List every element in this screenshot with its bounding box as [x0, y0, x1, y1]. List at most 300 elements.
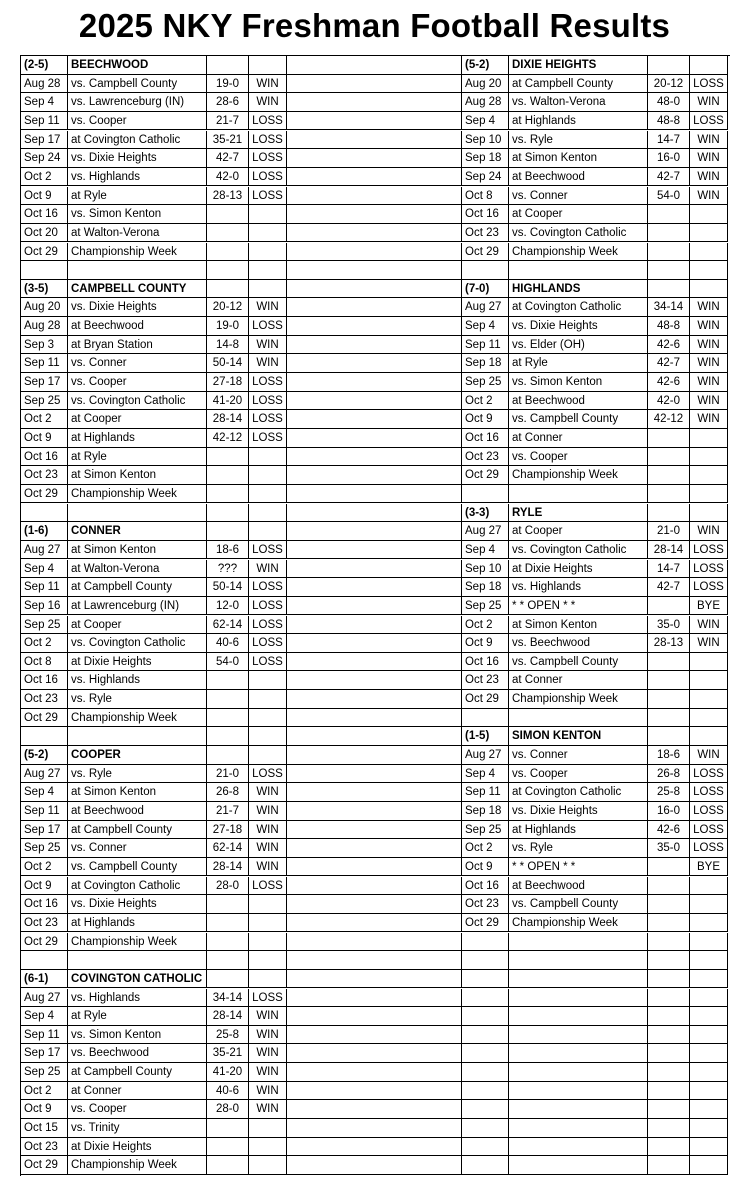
column-gap — [287, 560, 462, 579]
left-empty-cell — [207, 951, 249, 970]
left-game-score: 28-0 — [207, 1100, 249, 1119]
left-game-score — [207, 448, 249, 467]
left-game-score — [207, 466, 249, 485]
right-team-name: RYLE — [509, 504, 648, 523]
left-game-result: WIN — [249, 336, 287, 355]
left-game-date: Oct 29 — [21, 1156, 68, 1175]
left-game-opponent: vs. Ryle — [68, 690, 207, 709]
left-game-score: 42-0 — [207, 168, 249, 187]
left-game-score: 27-18 — [207, 373, 249, 392]
left-game-result: WIN — [249, 858, 287, 877]
table-row — [21, 989, 730, 1008]
right-empty-cell — [690, 261, 728, 280]
right-game-date: Oct 2 — [462, 392, 509, 411]
left-game-date: Oct 2 — [21, 410, 68, 429]
right-empty-cell — [690, 1156, 728, 1175]
right-game-result: LOSS — [690, 578, 728, 597]
table-row — [21, 187, 730, 206]
right-empty-cell — [690, 989, 728, 1008]
left-game-opponent: at Highlands — [68, 429, 207, 448]
right-empty-cell — [509, 1007, 648, 1026]
left-game-score: 25-8 — [207, 1026, 249, 1045]
left-game-result — [249, 690, 287, 709]
right-game-result — [690, 243, 728, 262]
right-game-date: Oct 29 — [462, 914, 509, 933]
column-gap — [287, 1100, 462, 1119]
right-empty-cell — [509, 1063, 648, 1082]
table-row — [21, 1044, 730, 1063]
right-result-cell — [690, 56, 728, 75]
right-game-score: 35-0 — [648, 616, 690, 635]
right-empty-cell — [462, 970, 509, 989]
right-empty-cell — [690, 951, 728, 970]
column-gap — [287, 690, 462, 709]
left-game-result — [249, 709, 287, 728]
right-game-result: WIN — [690, 187, 728, 206]
right-game-date: Oct 23 — [462, 448, 509, 467]
right-game-opponent: at Ryle — [509, 354, 648, 373]
table-row — [21, 690, 730, 709]
right-game-score: 42-7 — [648, 578, 690, 597]
right-game-score — [648, 858, 690, 877]
column-gap — [287, 1119, 462, 1138]
right-score-cell — [648, 504, 690, 523]
column-gap — [287, 671, 462, 690]
left-game-opponent: at Campbell County — [68, 821, 207, 840]
right-game-date: Sep 4 — [462, 765, 509, 784]
left-game-date: Oct 16 — [21, 895, 68, 914]
left-game-opponent: at Dixie Heights — [68, 1138, 207, 1157]
right-team-name: DIXIE HEIGHTS — [509, 56, 648, 75]
left-empty-cell — [68, 261, 207, 280]
table-row — [21, 1119, 730, 1138]
table-row — [21, 504, 730, 523]
left-empty-cell — [207, 504, 249, 523]
left-game-date: Sep 4 — [21, 1007, 68, 1026]
column-gap — [287, 1063, 462, 1082]
table-row — [21, 392, 730, 411]
left-game-opponent: at Covington Catholic — [68, 131, 207, 150]
left-game-date: Sep 17 — [21, 1044, 68, 1063]
right-game-opponent: at Covington Catholic — [509, 783, 648, 802]
right-game-opponent: vs. Walton-Verona — [509, 93, 648, 112]
left-game-result: LOSS — [249, 578, 287, 597]
right-game-result: LOSS — [690, 541, 728, 560]
column-gap — [287, 821, 462, 840]
right-game-score — [648, 914, 690, 933]
right-game-score: 54-0 — [648, 187, 690, 206]
left-game-date: Oct 29 — [21, 709, 68, 728]
left-game-result: WIN — [249, 1007, 287, 1026]
right-game-score — [648, 429, 690, 448]
right-empty-cell — [690, 485, 728, 504]
right-game-result: WIN — [690, 149, 728, 168]
right-game-score: 16-0 — [648, 802, 690, 821]
left-game-opponent: at Cooper — [68, 616, 207, 635]
left-game-date: Oct 2 — [21, 858, 68, 877]
right-game-result: WIN — [690, 93, 728, 112]
table-row — [21, 709, 730, 728]
right-empty-cell — [690, 1044, 728, 1063]
column-gap — [287, 317, 462, 336]
left-game-opponent: at Walton-Verona — [68, 224, 207, 243]
column-gap — [287, 1156, 462, 1175]
right-game-score — [648, 466, 690, 485]
right-game-result: WIN — [690, 298, 728, 317]
right-empty-cell — [509, 709, 648, 728]
left-game-score: 35-21 — [207, 1044, 249, 1063]
right-game-score: 21-0 — [648, 522, 690, 541]
column-gap — [287, 895, 462, 914]
table-row — [21, 765, 730, 784]
left-game-score — [207, 243, 249, 262]
right-empty-cell — [509, 1100, 648, 1119]
left-game-opponent: vs. Highlands — [68, 989, 207, 1008]
left-game-result: LOSS — [249, 765, 287, 784]
right-game-result: WIN — [690, 336, 728, 355]
right-game-result: LOSS — [690, 75, 728, 94]
left-team-record: (2-5) — [21, 56, 68, 75]
column-gap — [287, 168, 462, 187]
right-game-date: Sep 25 — [462, 597, 509, 616]
right-game-opponent: at Conner — [509, 429, 648, 448]
left-game-result: WIN — [249, 1100, 287, 1119]
table-row — [21, 877, 730, 896]
left-result-cell — [249, 746, 287, 765]
column-gap — [287, 653, 462, 672]
right-empty-cell — [509, 951, 648, 970]
right-empty-cell — [648, 1063, 690, 1082]
right-game-opponent: * * OPEN * * — [509, 858, 648, 877]
right-empty-cell — [648, 1119, 690, 1138]
column-gap — [287, 783, 462, 802]
left-game-date: Sep 25 — [21, 1063, 68, 1082]
right-empty-cell — [648, 1156, 690, 1175]
left-game-date: Oct 23 — [21, 1138, 68, 1157]
left-game-date: Sep 4 — [21, 93, 68, 112]
right-game-opponent: vs. Cooper — [509, 448, 648, 467]
left-game-opponent: at Cooper — [68, 410, 207, 429]
column-gap — [287, 989, 462, 1008]
table-row — [21, 56, 730, 75]
right-game-date: Sep 18 — [462, 802, 509, 821]
left-game-opponent: at Simon Kenton — [68, 466, 207, 485]
column-gap — [287, 933, 462, 952]
right-game-result: LOSS — [690, 112, 728, 131]
right-game-opponent: * * OPEN * * — [509, 597, 648, 616]
right-game-date: Oct 16 — [462, 653, 509, 672]
left-game-date: Oct 9 — [21, 429, 68, 448]
left-game-opponent: Championship Week — [68, 485, 207, 504]
left-game-score: 35-21 — [207, 131, 249, 150]
right-game-date: Oct 23 — [462, 224, 509, 243]
left-team-record: (5-2) — [21, 746, 68, 765]
right-game-opponent: at Dixie Heights — [509, 560, 648, 579]
left-game-opponent: Championship Week — [68, 1156, 207, 1175]
table-row — [21, 354, 730, 373]
right-team-name: SIMON KENTON — [509, 727, 648, 746]
left-game-opponent: vs. Ryle — [68, 765, 207, 784]
left-score-cell — [207, 970, 249, 989]
left-game-score: 21-7 — [207, 802, 249, 821]
right-game-opponent: vs. Beechwood — [509, 634, 648, 653]
column-gap — [287, 1007, 462, 1026]
left-game-score: 50-14 — [207, 578, 249, 597]
left-game-date: Sep 11 — [21, 354, 68, 373]
table-row — [21, 821, 730, 840]
right-empty-cell — [462, 1007, 509, 1026]
table-row — [21, 560, 730, 579]
right-game-result — [690, 671, 728, 690]
right-game-score: 20-12 — [648, 75, 690, 94]
left-game-result: LOSS — [249, 616, 287, 635]
left-game-score — [207, 914, 249, 933]
left-game-date: Oct 16 — [21, 205, 68, 224]
left-game-date: Oct 29 — [21, 243, 68, 262]
right-game-date: Sep 10 — [462, 131, 509, 150]
right-game-result: WIN — [690, 354, 728, 373]
left-game-date: Sep 25 — [21, 616, 68, 635]
left-game-result — [249, 895, 287, 914]
table-row — [21, 653, 730, 672]
column-gap — [287, 336, 462, 355]
table-row — [21, 951, 730, 970]
right-empty-cell — [509, 1119, 648, 1138]
left-game-opponent: at Campbell County — [68, 1063, 207, 1082]
right-game-score: 28-13 — [648, 634, 690, 653]
left-game-date: Oct 9 — [21, 877, 68, 896]
right-game-date: Oct 23 — [462, 895, 509, 914]
table-row — [21, 317, 730, 336]
column-gap — [287, 858, 462, 877]
left-result-cell — [249, 970, 287, 989]
left-game-opponent: vs. Simon Kenton — [68, 205, 207, 224]
table-row — [21, 1007, 730, 1026]
table-row — [21, 93, 730, 112]
left-game-score — [207, 933, 249, 952]
left-game-opponent: vs. Beechwood — [68, 1044, 207, 1063]
right-game-opponent: vs. Ryle — [509, 131, 648, 150]
left-empty-cell — [21, 727, 68, 746]
right-game-score — [648, 448, 690, 467]
left-game-date: Oct 9 — [21, 1100, 68, 1119]
right-empty-cell — [648, 261, 690, 280]
left-empty-cell — [249, 504, 287, 523]
left-game-result: LOSS — [249, 989, 287, 1008]
column-gap — [287, 448, 462, 467]
left-game-result: LOSS — [249, 541, 287, 560]
right-game-result: LOSS — [690, 765, 728, 784]
table-row — [21, 671, 730, 690]
right-result-cell — [690, 280, 728, 299]
table-row — [21, 112, 730, 131]
right-game-result: WIN — [690, 168, 728, 187]
column-gap — [287, 1138, 462, 1157]
right-game-date: Sep 18 — [462, 354, 509, 373]
left-game-score: 21-0 — [207, 765, 249, 784]
right-game-date: Oct 16 — [462, 205, 509, 224]
right-game-opponent: vs. Campbell County — [509, 895, 648, 914]
right-game-result: BYE — [690, 597, 728, 616]
right-empty-cell — [648, 1007, 690, 1026]
right-game-date: Aug 27 — [462, 298, 509, 317]
left-empty-cell — [207, 727, 249, 746]
right-game-date: Oct 29 — [462, 690, 509, 709]
right-game-date: Sep 18 — [462, 578, 509, 597]
left-game-opponent: vs. Cooper — [68, 1100, 207, 1119]
right-game-date: Sep 11 — [462, 336, 509, 355]
left-game-result: LOSS — [249, 317, 287, 336]
left-game-result: WIN — [249, 354, 287, 373]
right-game-opponent: vs. Cooper — [509, 765, 648, 784]
left-game-result — [249, 1156, 287, 1175]
right-game-result — [690, 224, 728, 243]
right-game-result: WIN — [690, 392, 728, 411]
table-row — [21, 429, 730, 448]
right-team-record: (5-2) — [462, 56, 509, 75]
left-game-result: LOSS — [249, 597, 287, 616]
right-empty-cell — [509, 1138, 648, 1157]
right-game-date: Oct 29 — [462, 243, 509, 262]
right-game-opponent: at Simon Kenton — [509, 149, 648, 168]
left-game-score: 40-6 — [207, 634, 249, 653]
table-row — [21, 1026, 730, 1045]
left-game-date: Oct 16 — [21, 671, 68, 690]
table-row — [21, 1063, 730, 1082]
column-gap — [287, 1044, 462, 1063]
left-game-date: Sep 11 — [21, 112, 68, 131]
left-game-score — [207, 1119, 249, 1138]
left-empty-cell — [207, 261, 249, 280]
left-game-result: WIN — [249, 1082, 287, 1101]
left-game-result: LOSS — [249, 877, 287, 896]
right-game-opponent: vs. Covington Catholic — [509, 541, 648, 560]
left-game-opponent: vs. Conner — [68, 839, 207, 858]
table-row — [21, 466, 730, 485]
right-game-opponent: vs. Conner — [509, 746, 648, 765]
left-game-opponent: at Beechwood — [68, 802, 207, 821]
column-gap — [287, 354, 462, 373]
right-game-date: Sep 25 — [462, 821, 509, 840]
right-game-score: 42-7 — [648, 354, 690, 373]
left-game-date: Oct 23 — [21, 466, 68, 485]
right-empty-cell — [690, 709, 728, 728]
left-game-result: LOSS — [249, 429, 287, 448]
table-row — [21, 858, 730, 877]
column-gap — [287, 578, 462, 597]
right-game-score: 42-6 — [648, 373, 690, 392]
right-game-result: LOSS — [690, 783, 728, 802]
right-empty-cell — [462, 1082, 509, 1101]
left-game-date: Aug 27 — [21, 541, 68, 560]
column-gap — [287, 410, 462, 429]
left-game-date: Aug 28 — [21, 317, 68, 336]
left-game-result: LOSS — [249, 410, 287, 429]
left-score-cell — [207, 280, 249, 299]
left-game-date: Oct 23 — [21, 690, 68, 709]
left-team-record: (1-6) — [21, 522, 68, 541]
left-game-result: LOSS — [249, 168, 287, 187]
right-empty-cell — [509, 1082, 648, 1101]
right-empty-cell — [509, 989, 648, 1008]
right-game-score: 16-0 — [648, 149, 690, 168]
left-result-cell — [249, 280, 287, 299]
column-gap — [287, 746, 462, 765]
table-row — [21, 205, 730, 224]
left-game-opponent: at Dixie Heights — [68, 653, 207, 672]
left-game-date: Oct 23 — [21, 914, 68, 933]
right-game-result: LOSS — [690, 802, 728, 821]
right-game-result: WIN — [690, 746, 728, 765]
right-empty-cell — [648, 989, 690, 1008]
left-game-opponent: Championship Week — [68, 243, 207, 262]
left-empty-cell — [21, 504, 68, 523]
right-game-result: BYE — [690, 858, 728, 877]
left-game-date: Sep 11 — [21, 1026, 68, 1045]
left-game-opponent: at Conner — [68, 1082, 207, 1101]
table-row — [21, 485, 730, 504]
right-game-opponent: at Cooper — [509, 205, 648, 224]
left-game-result: WIN — [249, 1044, 287, 1063]
left-game-result: WIN — [249, 560, 287, 579]
right-game-opponent: vs. Conner — [509, 187, 648, 206]
left-game-opponent: Championship Week — [68, 933, 207, 952]
left-game-opponent: Championship Week — [68, 709, 207, 728]
left-game-date: Aug 27 — [21, 989, 68, 1008]
left-game-score: 41-20 — [207, 392, 249, 411]
left-game-opponent: vs. Trinity — [68, 1119, 207, 1138]
left-game-score: 50-14 — [207, 354, 249, 373]
right-game-score — [648, 877, 690, 896]
left-game-score: 21-7 — [207, 112, 249, 131]
right-game-score: 14-7 — [648, 560, 690, 579]
column-gap — [287, 373, 462, 392]
column-gap — [287, 298, 462, 317]
right-empty-cell — [462, 485, 509, 504]
table-row — [21, 914, 730, 933]
left-game-date: Oct 15 — [21, 1119, 68, 1138]
column-gap — [287, 765, 462, 784]
column-gap — [287, 634, 462, 653]
column-gap — [287, 466, 462, 485]
table-row — [21, 783, 730, 802]
column-gap — [287, 970, 462, 989]
right-empty-cell — [462, 1119, 509, 1138]
left-game-result — [249, 485, 287, 504]
left-game-score: 62-14 — [207, 839, 249, 858]
left-game-score: 54-0 — [207, 653, 249, 672]
right-game-score — [648, 224, 690, 243]
left-team-name: COVINGTON CATHOLIC — [68, 970, 207, 989]
column-gap — [287, 541, 462, 560]
left-team-record: (3-5) — [21, 280, 68, 299]
column-gap — [287, 1026, 462, 1045]
right-game-date: Aug 20 — [462, 75, 509, 94]
right-game-result: WIN — [690, 131, 728, 150]
left-game-score: 42-7 — [207, 149, 249, 168]
right-empty-cell — [690, 1100, 728, 1119]
left-game-opponent: at Bryan Station — [68, 336, 207, 355]
right-empty-cell — [509, 1026, 648, 1045]
right-game-opponent: Championship Week — [509, 914, 648, 933]
column-gap — [287, 504, 462, 523]
column-gap — [287, 709, 462, 728]
left-game-score — [207, 485, 249, 504]
left-team-name: CONNER — [68, 522, 207, 541]
left-game-result: LOSS — [249, 149, 287, 168]
left-game-opponent: vs. Highlands — [68, 671, 207, 690]
column-gap — [287, 112, 462, 131]
